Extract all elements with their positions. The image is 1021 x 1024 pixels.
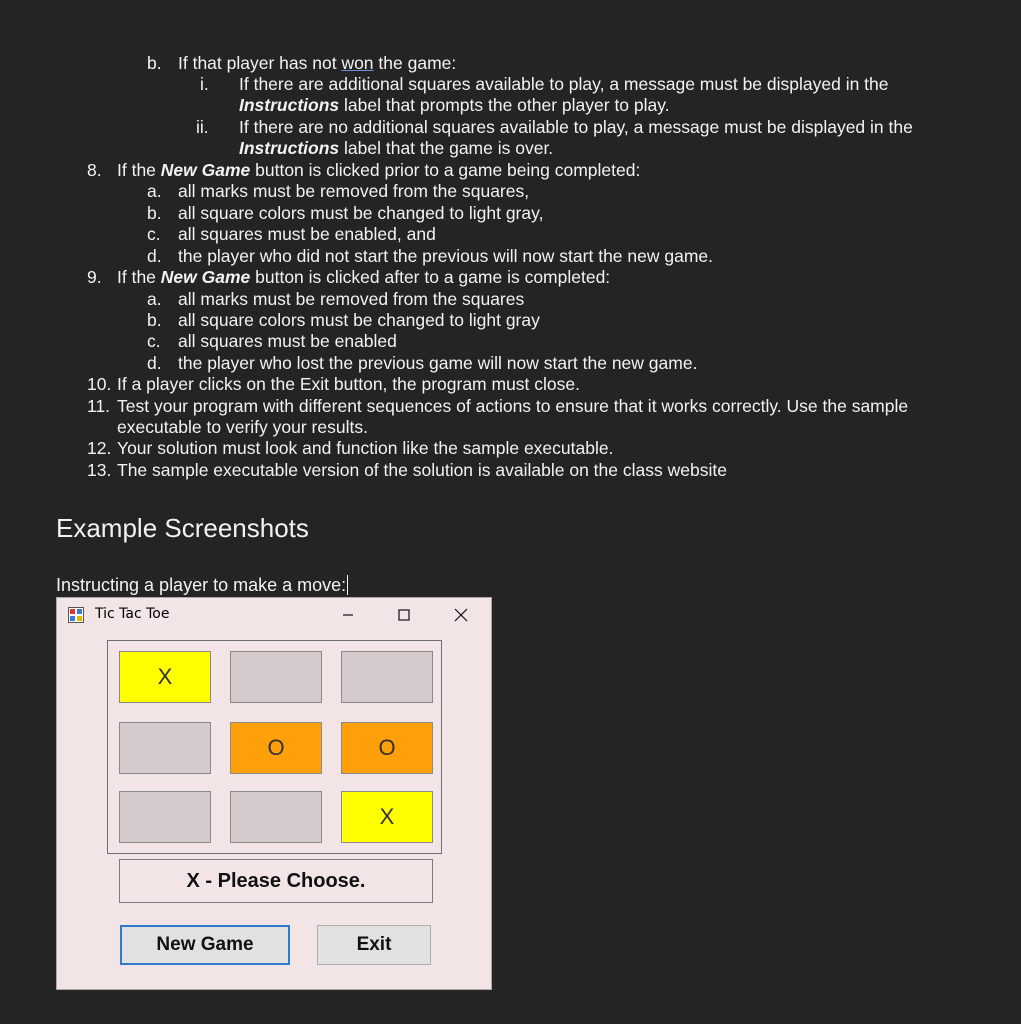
list-marker: 8. (87, 160, 102, 180)
square-2[interactable] (230, 651, 322, 703)
list-item-8d: the player who did not start the previous will now start the new game. (178, 246, 713, 266)
list-item-9: If the New Game button is clicked after to a game is completed: (117, 267, 611, 287)
list-marker: 9. (87, 267, 102, 287)
list-marker: a. (147, 289, 162, 309)
list-marker: c. (147, 331, 161, 351)
list-item-8b: all square colors must be changed to light gray, (178, 203, 544, 223)
square-9[interactable]: X (341, 791, 433, 843)
list-marker: 10. (87, 374, 112, 394)
screenshot-caption: Instructing a player to make a move: (56, 575, 347, 595)
board-group (107, 640, 442, 854)
list-marker: b. (147, 310, 162, 330)
list-marker: 12. (87, 438, 112, 458)
square-4[interactable] (119, 722, 211, 774)
won-link[interactable]: won (341, 53, 374, 73)
square-1[interactable]: X (119, 651, 211, 703)
list-item-b: If that player has not won the game: (178, 53, 457, 73)
list-item-ii-line2: Instructions label that the game is over. (239, 138, 554, 158)
minimize-icon[interactable] (320, 598, 376, 632)
square-3[interactable] (341, 651, 433, 703)
list-item-13: The sample executable version of the solution is available on the class website (117, 460, 727, 480)
list-marker: a. (147, 181, 162, 201)
new-game-button[interactable]: New Game (120, 925, 290, 965)
list-item-11-line1: Test your program with different sequences of actions to ensure that it works correctly. Use the sample (117, 396, 909, 416)
list-item-8: If the New Game button is clicked prior to a game being completed: (117, 160, 641, 180)
list-item-12: Your solution must look and function like the sample executable. (117, 438, 614, 458)
list-marker: d. (147, 353, 162, 373)
tic-tac-toe-window (56, 597, 492, 990)
list-marker: 13. (87, 460, 112, 480)
square-7[interactable] (119, 791, 211, 843)
instructions-label: X - Please Choose. (119, 859, 433, 903)
close-icon[interactable] (433, 598, 489, 632)
list-marker: d. (147, 246, 162, 266)
section-heading: Example Screenshots (56, 513, 309, 543)
list-item-9c: all squares must be enabled (178, 331, 397, 351)
list-item-9a: all marks must be removed from the squares (178, 289, 525, 309)
list-item-8a: all marks must be removed from the squares, (178, 181, 530, 201)
list-item-i-line2: Instructions label that prompts the other player to play. (239, 95, 670, 115)
list-item-ii-line1: If there are no additional squares available to play, a message must be displayed in the (239, 117, 913, 137)
list-marker: ii. (196, 117, 209, 137)
list-marker: 11. (87, 396, 111, 416)
window-title: Tic Tac Toe (95, 606, 170, 622)
list-marker: b. (147, 53, 162, 73)
list-marker: i. (200, 74, 209, 94)
title-bar (57, 598, 491, 632)
list-item-8c: all squares must be enabled, and (178, 224, 436, 244)
square-8[interactable] (230, 791, 322, 843)
text-cursor (347, 575, 348, 595)
list-item-9b: all square colors must be changed to light gray (178, 310, 540, 330)
list-marker: b. (147, 203, 162, 223)
list-item-10: If a player clicks on the Exit button, the program must close. (117, 374, 580, 394)
square-6[interactable]: O (341, 722, 433, 774)
list-item-11-line2: executable to verify your results. (117, 417, 368, 437)
app-icon (68, 607, 84, 623)
list-item-i-line1: If there are additional squares available to play, a message must be displayed in the (239, 74, 889, 94)
list-item-9d: the player who lost the previous game will now start the new game. (178, 353, 698, 373)
exit-button[interactable]: Exit (317, 925, 431, 965)
list-marker: c. (147, 224, 161, 244)
maximize-icon[interactable] (376, 598, 432, 632)
square-5[interactable]: O (230, 722, 322, 774)
